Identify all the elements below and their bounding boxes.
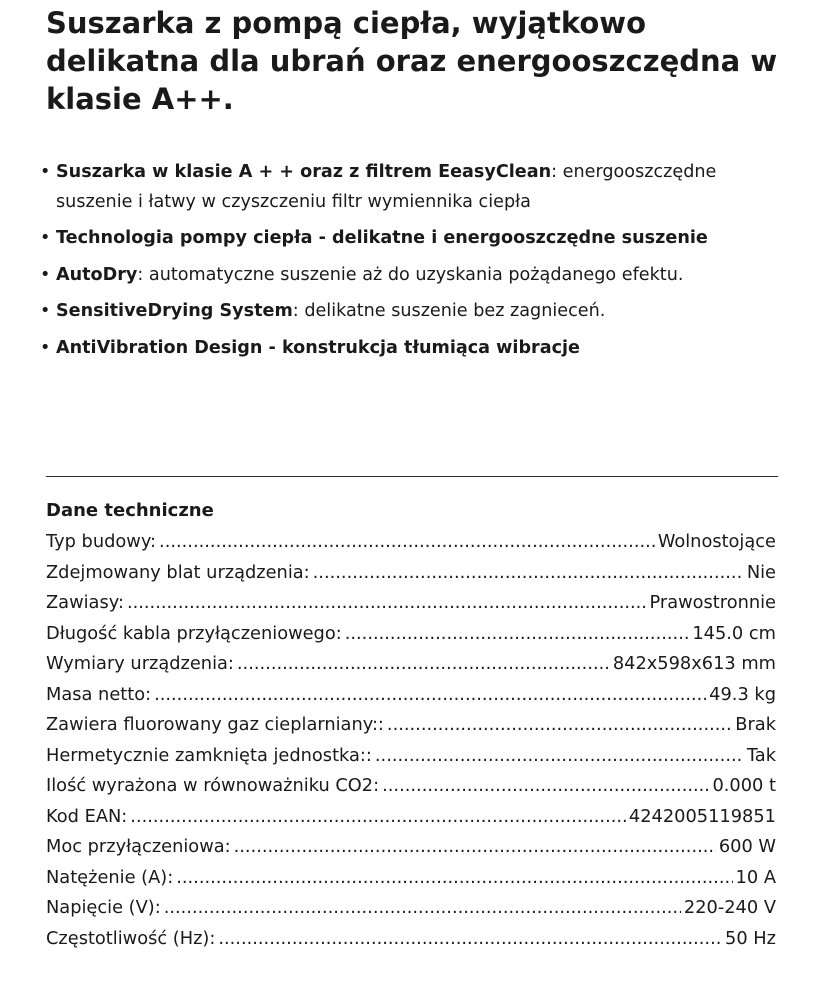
spec-label: Ilość wyrażona w równoważniku CO2:	[46, 775, 380, 796]
spec-value: 50 Hz	[725, 927, 776, 949]
feature-name: AutoDry	[56, 264, 138, 285]
feature-description: : energooszczędne suszenie i łatwy w czyszczeniu filtr wymiennika ciepła	[56, 162, 717, 212]
dot-leader	[375, 741, 744, 772]
feature-list	[38, 158, 798, 370]
spec-row	[46, 527, 776, 558]
dot-leader	[164, 893, 681, 924]
spec-row	[46, 832, 776, 863]
spec-value: Nie	[746, 561, 776, 583]
bullet-icon: •	[40, 162, 51, 182]
dot-leader	[234, 832, 716, 863]
spec-label: Zawiera fluorowany gaz cieplarniany::	[46, 714, 384, 735]
spec-label: Moc przyłączeniowa:	[46, 836, 231, 857]
spec-row	[46, 771, 776, 802]
dot-leader	[313, 558, 744, 589]
dot-leader	[382, 771, 709, 802]
dot-leader	[154, 680, 706, 711]
spec-value: 0.000 t	[712, 775, 776, 796]
dot-leader	[345, 619, 690, 650]
feature-name: AntiVibration Design - konstrukcja tłumiąca wibracje	[56, 337, 580, 358]
spec-value: 145.0 cm	[692, 622, 776, 644]
dot-leader	[130, 802, 626, 833]
spec-value: 4242005119851	[628, 805, 776, 827]
spec-label: Typ budowy:	[46, 531, 157, 552]
spec-value: Wolnostojące	[657, 531, 776, 552]
spec-label: Wymiary urządzenia:	[46, 653, 234, 674]
spec-row	[46, 649, 776, 680]
feature-name: Suszarka w klasie A + + oraz z filtrem EeasyClean	[56, 162, 552, 182]
spec-row	[46, 802, 776, 833]
dot-leader	[176, 863, 732, 894]
bullet-icon: •	[40, 264, 51, 285]
spec-value: 49.3 kg	[709, 683, 776, 705]
spec-row	[46, 893, 776, 924]
feature-name: SensitiveDrying System	[56, 301, 293, 321]
spec-label: Zawiasy:	[46, 592, 124, 613]
spec-row	[46, 710, 776, 741]
spec-value: Tak	[746, 744, 776, 766]
spec-label: Masa netto:	[46, 683, 152, 705]
tech-specs-table	[46, 527, 776, 954]
spec-value: Prawostronnie	[649, 592, 776, 613]
spec-row	[46, 863, 776, 894]
spec-label: Natężenie (A):	[46, 866, 174, 888]
spec-label: Kod EAN:	[46, 805, 128, 827]
feature-item	[38, 261, 798, 291]
page-title: Suszarka z pompą ciepła, wyjątkowo delikatna dla ubrań oraz energooszczędna w klasie A++.	[46, 6, 778, 116]
feature-item	[38, 224, 798, 254]
spec-value: 600 W	[718, 836, 776, 857]
spec-row	[46, 588, 776, 619]
feature-name: Technologia pompy ciepła - delikatne i energooszczędne suszenie	[56, 228, 708, 248]
feature-item	[38, 297, 798, 327]
spec-label: Częstotliwość (Hz):	[46, 927, 216, 949]
dot-leader	[159, 527, 655, 558]
dot-leader	[127, 588, 647, 619]
spec-label: Hermetycznie zamknięta jednostka::	[46, 744, 372, 766]
spec-row	[46, 924, 776, 955]
dot-leader	[237, 649, 610, 680]
bullet-icon: •	[40, 228, 51, 248]
feature-item	[38, 334, 798, 364]
dot-leader	[387, 710, 732, 741]
spec-row	[46, 619, 776, 650]
spec-row	[46, 680, 776, 711]
spec-row	[46, 741, 776, 772]
spec-value: 10 A	[735, 866, 776, 888]
dot-leader	[218, 924, 722, 955]
spec-value: 220-240 V	[683, 897, 776, 918]
spec-label: Zdejmowany blat urządzenia:	[46, 561, 310, 583]
feature-item	[38, 158, 798, 217]
spec-value: 842x598x613 mm	[612, 653, 776, 674]
feature-description: : automatyczne suszenie aż do uzyskania pożądanego efektu.	[137, 264, 684, 285]
spec-label: Długość kabla przyłączeniowego:	[46, 622, 342, 644]
spec-row	[46, 558, 776, 589]
bullet-icon: •	[40, 301, 51, 321]
spec-label: Napięcie (V):	[46, 897, 161, 918]
spec-value: Brak	[735, 714, 776, 735]
tech-specs-heading: Dane techniczne	[46, 500, 214, 521]
feature-description: : delikatne suszenie bez zagnieceń.	[292, 301, 606, 321]
bullet-icon: •	[40, 337, 51, 358]
section-divider	[46, 476, 778, 477]
